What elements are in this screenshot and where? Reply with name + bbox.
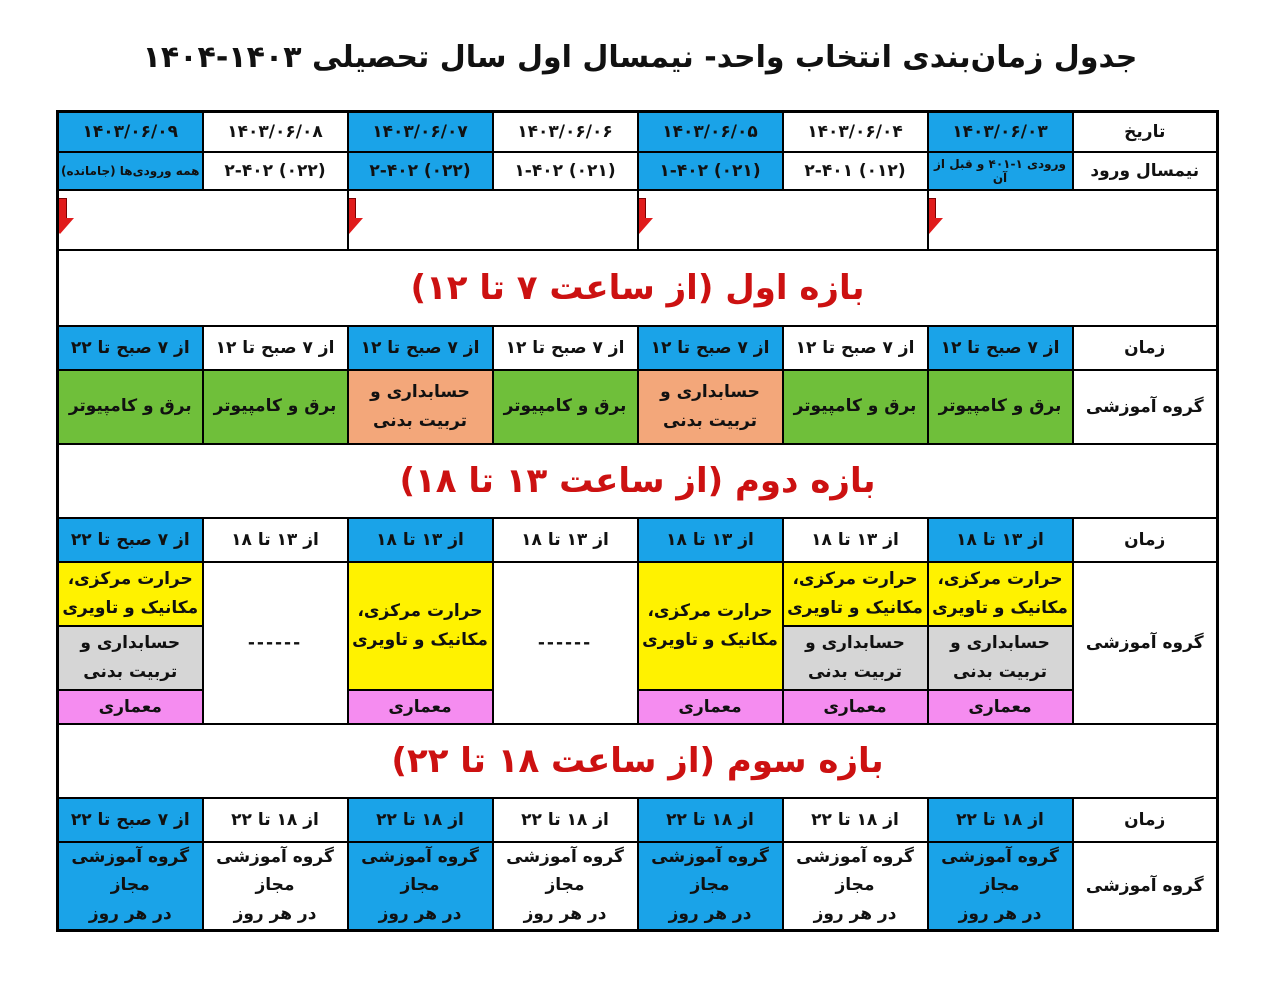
time-cell: از ۱۸ تا ۲۲ [493, 798, 638, 842]
time-cell: از ۱۳ تا ۱۸ [638, 518, 783, 562]
group-cell: حسابداری و تربیت بدنی [58, 626, 203, 690]
group-cell: حسابداری و تربیت بدنی [783, 626, 928, 690]
period2-title: بازه دوم (از ساعت ۱۳ تا ۱۸) [58, 444, 1218, 518]
period1-title: بازه اول (از ساعت ۷ تا ۱۲) [58, 250, 1218, 326]
group-cell: حسابداری و تربیت بدنی [348, 370, 493, 444]
time-cell: از ۷ صبح تا ۲۲ [58, 326, 203, 370]
group-cell: گروه آموزشی مجاز در هر روز [638, 842, 783, 931]
date-label: تاریخ [1073, 112, 1218, 152]
arrow-row [58, 190, 1218, 250]
group-cell: برق و کامپیوتر [493, 370, 638, 444]
time-cell: از ۱۳ تا ۱۸ [203, 518, 348, 562]
time-label: زمان [1073, 326, 1218, 370]
period3-banner-row [58, 724, 1218, 798]
date-cell: ۱۴۰۳/۰۶/۰۶ [493, 112, 638, 152]
period2-banner-row [58, 444, 1218, 518]
date-cell: ۱۴۰۳/۰۶/۰۵ [638, 112, 783, 152]
group-label: گروه آموزشی [1073, 842, 1218, 931]
page-title: جدول زمان‌بندی انتخاب واحد- نیمسال اول سال تحصیلی ۱۴۰۳-۱۴۰۴ [142, 40, 1138, 75]
group-cell: حرارت مرکزی، مکانیک و تاویری [928, 562, 1073, 626]
group-cell: حرارت مرکزی، مکانیک و تاویری [638, 562, 783, 690]
group-cell: برق و کامپیوتر [928, 370, 1073, 444]
arrow-down-icon [348, 198, 363, 236]
group-cell: برق و کامپیوتر [783, 370, 928, 444]
group-cell: گروه آموزشی مجاز در هر روز [203, 842, 348, 931]
group-cell: برق و کامپیوتر [58, 370, 203, 444]
entry-cell: (۰۱۲) ۲-۴۰۱ [783, 152, 928, 190]
group-cell: گروه آموزشی مجاز در هر روز [928, 842, 1073, 931]
group-cell: گروه آموزشی مجاز در هر روز [58, 842, 203, 931]
entry-cell: همه ورودی‌ها (جامانده) [58, 152, 203, 190]
group-cell: معماری [928, 690, 1073, 724]
group-cell: حسابداری و تربیت بدنی [928, 626, 1073, 690]
entry-cell: ورودی ۱-۴۰۱ و قبل از آن [928, 152, 1073, 190]
time-cell: از ۱۸ تا ۲۲ [928, 798, 1073, 842]
arrow-down-icon [58, 198, 75, 236]
time-cell: از ۱۳ تا ۱۸ [928, 518, 1073, 562]
group-cell: معماری [638, 690, 783, 724]
entry-cell: (۰۲۱) ۱-۴۰۲ [638, 152, 783, 190]
period2-group-row [58, 562, 1218, 626]
group-label: گروه آموزشی [1073, 370, 1218, 444]
time-cell: از ۷ صبح تا ۲۲ [58, 518, 203, 562]
time-cell: از ۱۸ تا ۲۲ [348, 798, 493, 842]
period3-time-row [58, 798, 1218, 842]
empty-cell: ------ [203, 562, 348, 724]
time-label: زمان [1073, 518, 1218, 562]
time-cell: از ۷ صبح تا ۱۲ [928, 326, 1073, 370]
entry-label: نیمسال ورود [1073, 152, 1218, 190]
time-cell: از ۱۳ تا ۱۸ [493, 518, 638, 562]
group-label: گروه آموزشی [1073, 562, 1218, 724]
period1-time-row [58, 326, 1218, 370]
arrow-cell [348, 190, 638, 250]
group-cell: برق و کامپیوتر [203, 370, 348, 444]
time-cell: از ۱۸ تا ۲۲ [783, 798, 928, 842]
group-cell: گروه آموزشی مجاز در هر روز [783, 842, 928, 931]
period3-title: بازه سوم (از ساعت ۱۸ تا ۲۲) [58, 724, 1218, 798]
entry-cell: (۰۲۲) ۲-۴۰۲ [203, 152, 348, 190]
date-cell: ۱۴۰۳/۰۶/۰۸ [203, 112, 348, 152]
group-cell: معماری [783, 690, 928, 724]
group-cell: حرارت مرکزی، مکانیک و تاویری [783, 562, 928, 626]
group-cell: حسابداری و تربیت بدنی [638, 370, 783, 444]
group-cell: حرارت مرکزی، مکانیک و تاویری [348, 562, 493, 690]
group-cell: گروه آموزشی مجاز در هر روز [493, 842, 638, 931]
group-cell: معماری [348, 690, 493, 724]
date-cell: ۱۴۰۳/۰۶/۰۷ [348, 112, 493, 152]
entry-row [58, 152, 1218, 190]
time-cell: از ۱۸ تا ۲۲ [638, 798, 783, 842]
time-cell: از ۷ صبح تا ۲۲ [58, 798, 203, 842]
time-cell: از ۱۳ تا ۱۸ [783, 518, 928, 562]
time-cell: از ۱۳ تا ۱۸ [348, 518, 493, 562]
period1-group-row [58, 370, 1218, 444]
date-row [58, 112, 1218, 152]
time-cell: از ۷ صبح تا ۱۲ [203, 326, 348, 370]
time-label: زمان [1073, 798, 1218, 842]
date-cell: ۱۴۰۳/۰۶/۰۹ [58, 112, 203, 152]
period2-time-row [58, 518, 1218, 562]
group-cell: معماری [58, 690, 203, 724]
arrow-down-icon [638, 198, 653, 236]
time-cell: از ۷ صبح تا ۱۲ [493, 326, 638, 370]
group-cell: گروه آموزشی مجاز در هر روز [348, 842, 493, 931]
schedule-table [56, 110, 1219, 932]
time-cell: از ۷ صبح تا ۱۲ [348, 326, 493, 370]
time-cell: از ۷ صبح تا ۱۲ [638, 326, 783, 370]
time-cell: از ۱۸ تا ۲۲ [203, 798, 348, 842]
entry-cell: (۰۲۲) ۲-۴۰۲ [348, 152, 493, 190]
time-cell: از ۷ صبح تا ۱۲ [783, 326, 928, 370]
entry-cell: (۰۲۱) ۱-۴۰۲ [493, 152, 638, 190]
date-cell: ۱۴۰۳/۰۶/۰۴ [783, 112, 928, 152]
period1-banner-row [58, 250, 1218, 326]
arrow-cell [58, 190, 348, 250]
date-cell: ۱۴۰۳/۰۶/۰۳ [928, 112, 1073, 152]
group-cell: حرارت مرکزی، مکانیک و تاویری [58, 562, 203, 626]
arrow-down-icon [928, 198, 943, 236]
arrow-cell [928, 190, 1218, 250]
arrow-cell [638, 190, 928, 250]
period3-group-row [58, 842, 1218, 931]
empty-cell: ------ [493, 562, 638, 724]
